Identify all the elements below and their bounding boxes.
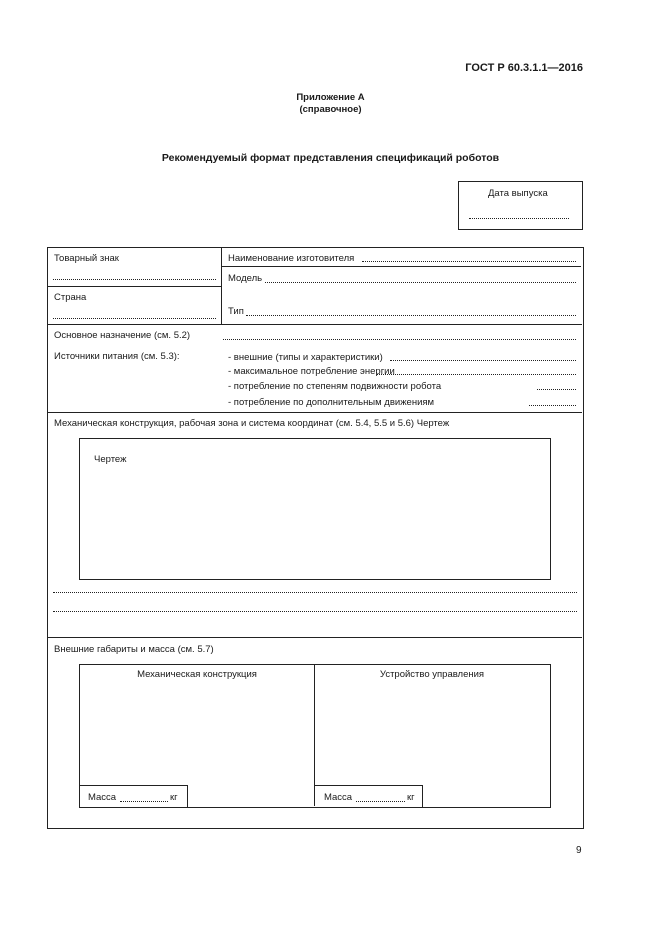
power-additional-field[interactable] [529, 405, 576, 406]
control-mass-field[interactable] [356, 801, 405, 802]
document-title: Рекомендуемый формат представления спецификаций роботов [161, 152, 500, 164]
power-dof-field[interactable] [537, 389, 576, 390]
type-label: Тип [228, 306, 244, 317]
drawing-label: Чертеж [94, 454, 127, 465]
release-date-field[interactable] [469, 218, 569, 219]
control-mass-box [315, 785, 423, 807]
mechanics-notes-line-1[interactable] [53, 592, 577, 593]
manufacturer-field[interactable] [362, 261, 576, 262]
power-item-external: - внешние (типы и характеристики) [228, 352, 383, 363]
power-item-max: - максимальное потребление энергии [228, 366, 395, 377]
release-date-label: Дата выпуска [488, 188, 548, 199]
model-label: Модель [228, 273, 263, 284]
power-sources-label: Источники питания (см. 5.3): [54, 351, 180, 362]
country-label: Страна [54, 292, 87, 303]
manufacturer-label: Наименование изготовителя [228, 253, 355, 264]
release-date-box [458, 181, 583, 230]
appendix-subtitle: (справочное) [299, 104, 362, 115]
standard-number: ГОСТ Р 60.3.1.1—2016 [465, 62, 583, 74]
type-field[interactable] [246, 315, 576, 316]
appendix-title: Приложение А [296, 92, 365, 103]
purpose-field[interactable] [223, 339, 576, 340]
id-divider-right [222, 266, 581, 267]
purpose-block-bottom [48, 412, 582, 413]
id-divider-vertical [221, 248, 222, 324]
mech-mass-field[interactable] [120, 801, 168, 802]
mechanics-block-bottom [48, 637, 582, 638]
mechanics-notes-line-2[interactable] [53, 611, 577, 612]
mech-mass-unit: кг [170, 792, 178, 803]
power-max-field[interactable] [377, 374, 576, 375]
trademark-field[interactable] [53, 279, 216, 280]
mech-mass-label: Масса [88, 792, 117, 803]
mech-mass-box [80, 785, 188, 807]
id-divider-left [48, 286, 221, 287]
mech-construction-label: Механическая конструкция [137, 669, 257, 680]
control-mass-unit: кг [407, 792, 415, 803]
drawing-area[interactable] [79, 438, 551, 580]
trademark-label: Товарный знак [54, 253, 119, 264]
dimensions-heading: Внешние габариты и масса (см. 5.7) [54, 644, 214, 655]
page-number: 9 [576, 845, 582, 856]
model-field[interactable] [265, 282, 576, 283]
purpose-label: Основное назначение (см. 5.2) [54, 330, 191, 341]
mechanics-heading: Механическая конструкция, рабочая зона и система координат (см. 5.4, 5.5 и 5.6) Чертеж [54, 418, 450, 429]
control-unit-label: Устройство управления [379, 669, 485, 680]
control-mass-label: Масса [324, 792, 353, 803]
country-field[interactable] [53, 318, 216, 319]
id-block-bottom [48, 324, 582, 325]
power-item-dof: - потребление по степеням подвижности робота [228, 381, 442, 392]
power-item-additional: - потребление по дополнительным движениям [228, 397, 435, 408]
power-external-field[interactable] [390, 360, 576, 361]
